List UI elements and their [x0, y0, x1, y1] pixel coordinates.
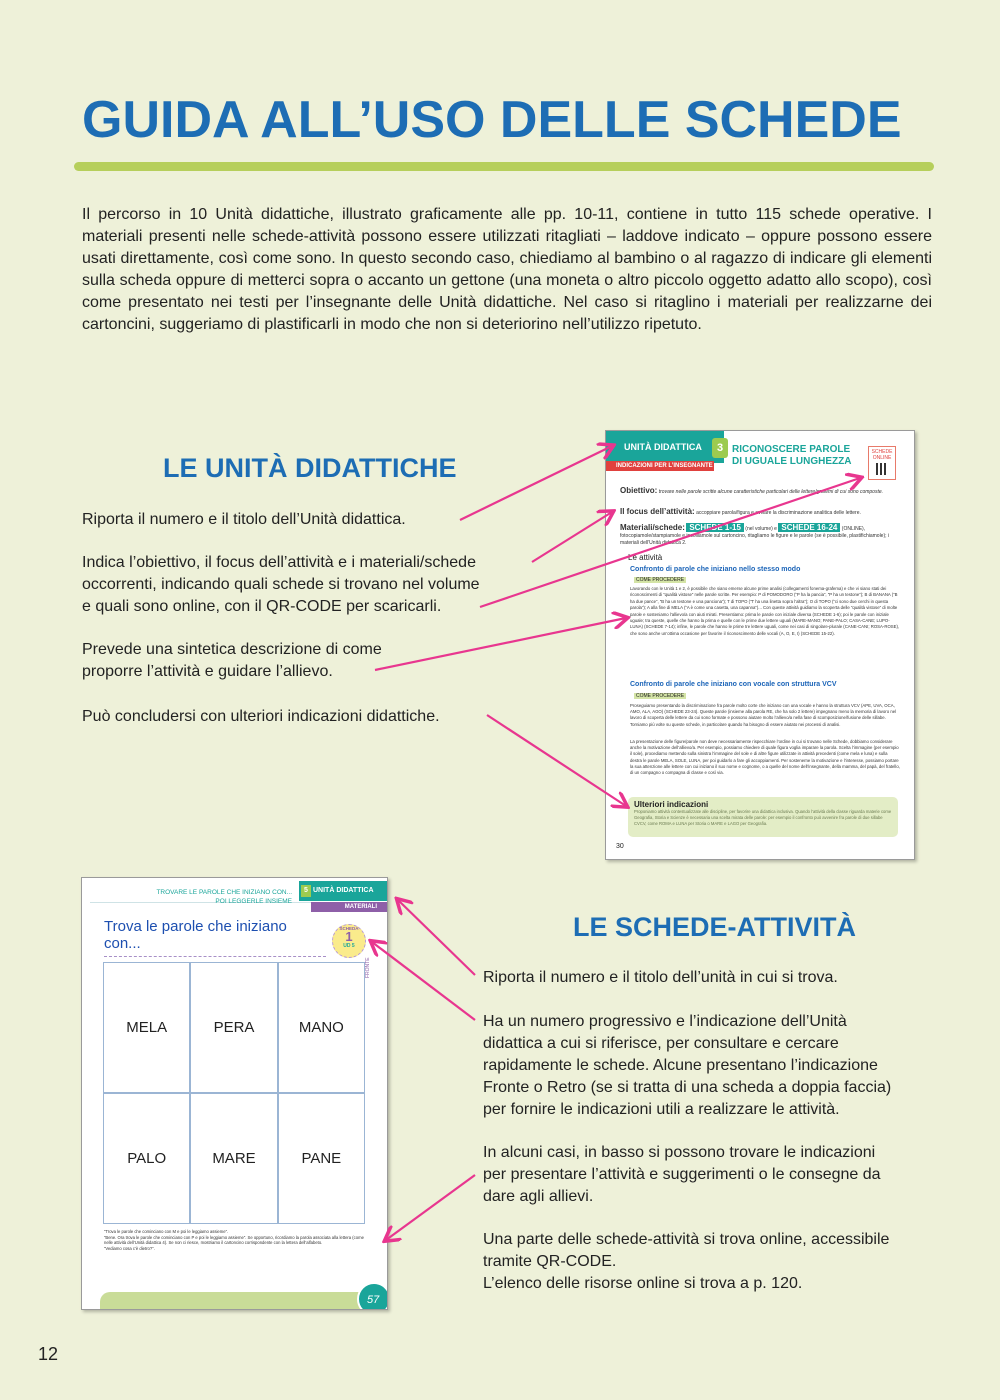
section-2-text-2: La presentazione delle figure/parole non deve necessariamente rispecchiare l’ordine in cui si trovano nelle Schede, dobbiamo considerare anche la motivazione dell’allievo/a. Per esempio, possiamo chiedere di quale figura voglia imparare la parola. Scelta l’immagine (per esempio il sole), procediamo mettendo sulla sinistra l’immagine del sole e di altre figure utilizzate in attività precedenti (come mela e luna) e sulla destra le parole MELA, SOLE, LUNA, per poi guidarlo a fare gli accoppiamenti. Per sostenerne la motivazione e l’interesse, possiamo portare la sua attenzione alle lettere con cui iniziano il suo nome e cognome, o a quelle del nome dell’insegnante, della mamma, del papà, del fratello, di un compagno o compagna di classe e così via. [630, 739, 900, 776]
word-card: MELA [103, 962, 190, 1093]
schede-desc-3 [483, 1142, 988, 1208]
text: Proponiamo attività contestualizzate alle discipline, per favorire una didattica inclusiva. Quando l’attività della classe riguarda materie come Geografia, Storia e Scienze è necessaria una scelta mirata delle parole: per esempio il confronto può avvenire fra parole di due sillabe CVCV, come ROMA e LUNA per Storia o MARE e LAGO per Geografia. [634, 809, 892, 826]
text: accoppiare parola/figura e avviare la discriminazione analitica delle lettere. [696, 510, 861, 516]
line: proporre l’attività e guidare l’allievo. [82, 663, 333, 680]
word-card: MARE [190, 1093, 277, 1224]
unit-label: UNITÀ DIDATTICA [313, 887, 374, 894]
section-2-title: Confronto di parole che iniziano con vocale con struttura VCV [630, 681, 837, 688]
title-divider [74, 162, 934, 171]
line: Indica l’obiettivo, il focus dell’attività e i materiali/schede [82, 554, 476, 571]
line: occorrenti, indicando quali schede si trovano nel volume [82, 576, 480, 593]
badge-number: 1 [345, 929, 353, 944]
worksheet-page-number: 57 [357, 1282, 388, 1310]
word-card: MANO [278, 962, 365, 1093]
sub-label: MATERIALI [311, 902, 388, 912]
section-heading-schede: LE SCHEDE-ATTIVITÀ [573, 912, 856, 942]
unit-number: 5 [301, 885, 311, 897]
badge-ud: UD 5 [343, 943, 355, 949]
unita-desc-2 [82, 552, 602, 618]
section-2-text: Proseguiamo presentando la discriminazione fra parole molto corte che iniziano con una vocale e hanno la struttura VCV (APE, UVA, OCA, AMO, ALA, AGO) (SCHEDE 23-24). Queste parole (insieme alla parola RE, che ha solo 2 lettere) impegnano meno la memoria di lavoro nel lavoro di scoperta delle lettere da cui sono formate e possono aiutare molto l’allievo/a nella fase di scomposizione/fusione delle sillabe. Torniamo più volte su queste schede, in particolare quando ha bisogno di essere aiutato nei processi di analisi. [630, 703, 897, 727]
line: Fronte o Retro (se si tratta di una scheda a doppia faccia) [483, 1079, 892, 1096]
section-heading-unita: LE UNITÀ DIDATTICHE [163, 453, 457, 483]
word-card: PANE [278, 1093, 365, 1224]
arrow [386, 1175, 475, 1240]
line: e quali sono online, con il QR-CODE per scaricarli. [82, 598, 442, 615]
obiettivo [620, 487, 905, 496]
line: rapidamente le schede. Alcune presentano l’indicazione [483, 1057, 878, 1074]
label: Materiali/schede: [620, 523, 685, 532]
sample-page-number: 30 [616, 843, 624, 850]
note: “Vediamo cosa c’è dietro?”. [104, 1245, 155, 1251]
worksheet-instruction: Trova le parole che iniziano con... [104, 918, 326, 957]
line: TROVARE LE PAROLE CHE INIZIANO CON... [156, 889, 292, 896]
badge-top: SCHEDA [339, 926, 359, 931]
schede-desc-1: Riporta il numero e il titolo dell’unità in cui si trova. [483, 969, 838, 986]
scheda-badge [332, 924, 366, 958]
line: per presentare l’attività e suggerimenti o le consegne da [483, 1166, 881, 1183]
line: tramite QR-CODE. [483, 1253, 617, 1270]
text: trovare nelle parole scritte alcune caratteristiche particolari delle lettere/grafemi di cui sono composte. [658, 489, 884, 495]
line: RICONOSCERE PAROLE [732, 444, 851, 455]
text: (nel volume) e [745, 526, 777, 532]
word-card: PALO [103, 1093, 190, 1224]
sub-label: INDICAZIONI PER L’INSEGNANTE [606, 461, 714, 471]
worksheet-header-title [156, 888, 292, 906]
attivita-label: Le attività [628, 553, 663, 562]
word-card: PERA [190, 962, 277, 1093]
line: didattica a cui si riferisce, per consultare e cercare [483, 1035, 839, 1052]
line: L’elenco delle risorse online si trova a p. 120. [483, 1275, 803, 1292]
schede-desc-4 [483, 1229, 988, 1295]
word-grid [103, 962, 365, 1224]
label: Ulteriori indicazioni [634, 800, 709, 809]
unita-desc-1: Riporta il numero e il titolo dell’Unità didattica. [82, 511, 406, 528]
materiali [620, 524, 905, 547]
sample-teacher-page [605, 430, 915, 860]
page-title: GUIDA ALL’USO DELLE SCHEDE [82, 91, 902, 149]
schede-badge: SCHEDE 1-15 [686, 523, 744, 532]
line: DI UGUALE LUNGHEZZA [732, 456, 852, 467]
intro-paragraph: Il percorso in 10 Unità didattiche, illustrato graficamente alle pp. 10-11, contiene in tutto 115 schede operative. I materiali presenti nelle schede-attività possono essere utilizzati ritagliati – laddove indicato – oppure possono essere usati direttamente, così come sono. In questo secondo caso, chiediamo al bambino o al ragazzo di indicare gli elementi sulla scheda oppure di metterci sopra o accanto un gettone (una moneta o altro piccolo oggetto adatto allo scopo), così come presentato nei testi per l’insegnante delle Unità didattiche. Nel caso si ritaglino i materiali per realizzarne dei cartoncini, suggeriamo di plastificarli in modo che non si deteriorino nell’utilizzo ripetuto. [82, 206, 932, 333]
unita-desc-3 [82, 639, 602, 683]
label: Il focus dell’attività: [620, 507, 695, 516]
qr-code-icon [876, 463, 888, 475]
qr-code-box [868, 446, 896, 480]
worksheet-notes [104, 1229, 372, 1251]
sample-worksheet [81, 877, 388, 1310]
ulteriori-box [628, 797, 898, 837]
schede-badge: SCHEDE 16-24 [778, 523, 840, 532]
fronte-label: FRONTE [365, 957, 371, 978]
label: Obiettivo: [620, 486, 658, 495]
schede-desc-2 [483, 1011, 988, 1121]
line: In alcuni casi, in basso si possono trovare le indicazioni [483, 1144, 876, 1161]
note: “Bene. Ora trova le parole che cominciano con P e poi le leggiamo assieme”. Se opportuno, ricordiamo la parola associata alla lettera (come nelle attività dell’Unità didattica 4). Se non ci riesce, mostriamo il cartoncino corrispondente con la lettera dell’alfabeto. [104, 1234, 364, 1246]
section-1-title: Confronto di parole che iniziano nello stesso modo [630, 566, 801, 573]
line: Ha un numero progressivo e l’indicazione dell’Unità [483, 1013, 847, 1030]
note: “Trova le parole che cominciano con M e poi le leggiamo assieme”. [104, 1229, 229, 1234]
line: POI LEGGERLE INSIEME [215, 898, 292, 905]
unit-banner [299, 881, 388, 901]
line: Una parte delle schede-attività si trova online, accessibile [483, 1231, 890, 1248]
come-procedere: COME PROCEDERE [636, 693, 685, 699]
arrow [398, 900, 475, 975]
unit-title [732, 444, 851, 468]
section-1-text: Lavorando con le Unità 1 e 2, è possibile che siano emerse alcune prime analisi (collegamenti fonema-grafema) e che vi siano stati dei riconoscimenti di “qualità vistose” nelle parole scritte. Per esempio: P di POMODORO (“P ha la pancia”, “P ha un testone”); B di BANANA (“B ha due pance”, “B ha un testone e una panciona”); T di TOPO (“T ha una linetta sopra l’altra”); O di TOPO (“ci sono due cerchi in questa parola”); A alla fine di MELA (“A è come una casetta, una capanna”)... Con queste attività guidiamo la scoperta delle “qualità vistose” di molte parole e sosteniamo l’allievo/a con aiuti mirati. Presentiamo: prima le parole con iniziale diversa (SCHEDE 1-6); poi le parole con iniziale uguale; tra queste, quelle che hanno la prima e quelle con le prime due lettere uguali (MARE-MANO; PANE-PALO; CASA-CANE; LUPO-LUNA) (SCHEDE 7-14); infine, le parole che hanno le prime tre lettere uguali, come nei casi di singolare-plurale (CANE-CANI; ROSA-ROSE), che sono anche un’ottima occasione per favorire il riconoscimento delle vocali (A, O, E, I) (SCHEDE 15-22). [630, 586, 900, 636]
line: Prevede una sintetica descrizione di come [82, 641, 382, 658]
come-procedere: COME PROCEDERE [636, 577, 685, 583]
unit-label: UNITÀ DIDATTICA [624, 442, 702, 452]
unit-number: 3 [712, 438, 728, 458]
focus [620, 508, 905, 517]
page-number: 12 [38, 1344, 59, 1364]
line: dare agli allievi. [483, 1188, 594, 1205]
qr-label: SCHEDE ONLINE [871, 449, 893, 461]
text: (ONLINE), fotocopiamole/stampiamole e incolliamole sul cartoncino, ritagliamo le figure e le parole (se è possibile, plastifichiamole); i materiali dell’Unità didattica 2. [620, 526, 890, 546]
line: per fornire le indicazioni utili a realizzare le attività. [483, 1101, 840, 1118]
unita-desc-4: Può concludersi con ulteriori indicazioni didattiche. [82, 708, 440, 725]
footer-band [100, 1292, 370, 1310]
